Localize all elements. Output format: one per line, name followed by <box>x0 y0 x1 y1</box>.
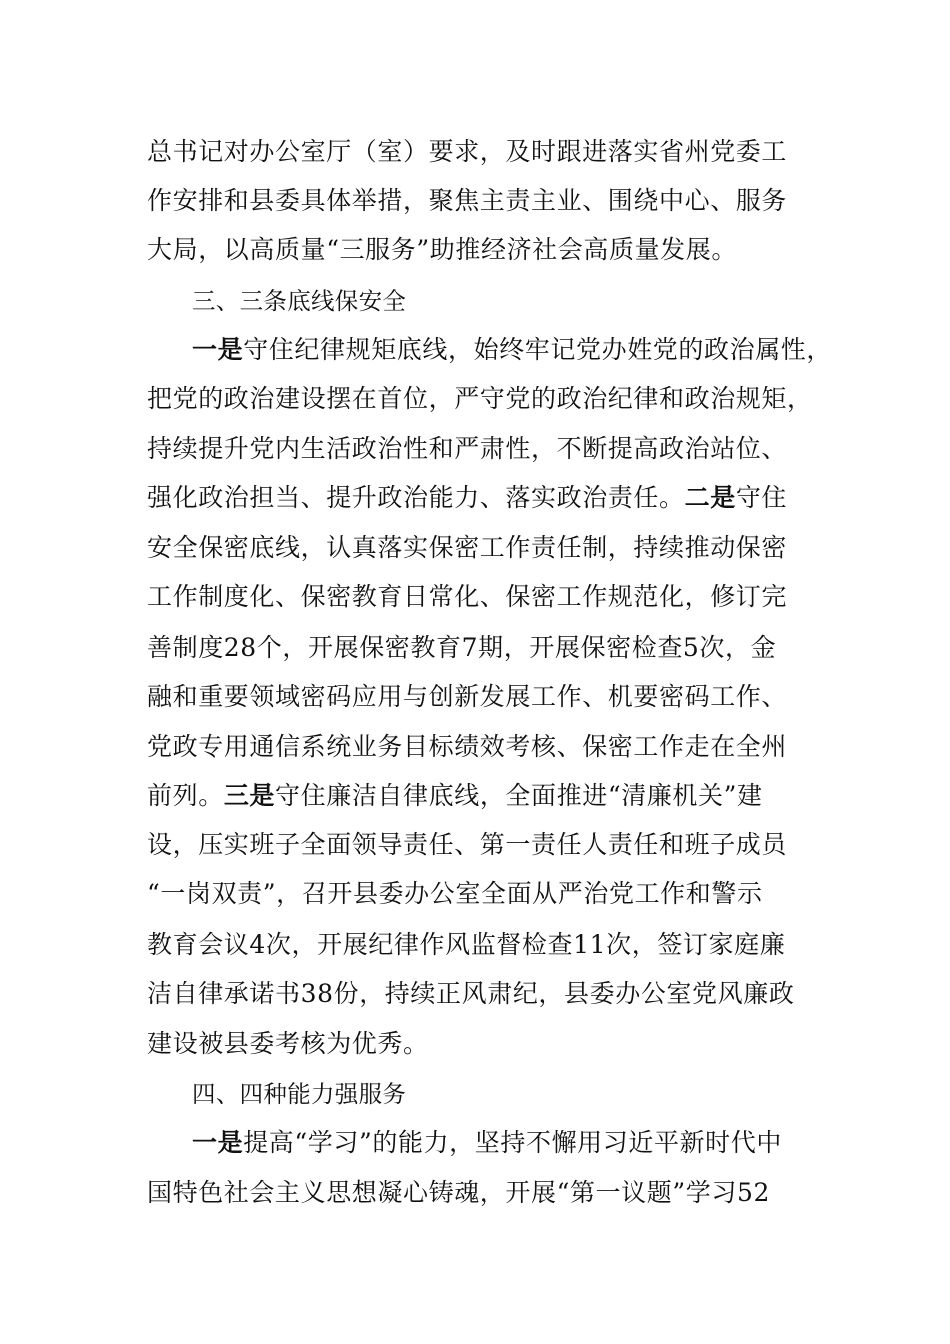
paragraph-line: 设，压实班子全面领导责任、第一责任人责任和班子成员 <box>147 830 788 859</box>
paragraph-line: 总书记对办公室厅（室）要求，及时跟进落实省州党委工 <box>147 137 788 166</box>
section-heading-4: 四、四种能力强服务 <box>192 1080 407 1108</box>
lead-term: 一是 <box>192 335 244 364</box>
paragraph-line: 教育会议4次，开展纪律作风监督检查11次，签订家庭廉 <box>147 930 786 959</box>
paragraph-line: 党政专用通信系统业务目标绩效考核、保密工作走在全州 <box>147 732 788 761</box>
paragraph-line: “一岗双责”，召开县委办公室全面从严治党工作和警示 <box>147 879 763 908</box>
line-text: 提高“学习”的能力，坚持不懈用习近平新时代中 <box>243 1128 782 1157</box>
line-text: 守住纪律规矩底线，始终牢记党办姓党的政治属性， <box>243 335 833 364</box>
paragraph-line <box>147 481 787 515</box>
section-heading-3: 三、三条底线保安全 <box>192 287 407 315</box>
paragraph-line <box>192 333 832 367</box>
paragraph-line <box>147 779 763 813</box>
paragraph-line: 工作制度化、保密教育日常化、保密工作规范化，修订完 <box>147 582 788 611</box>
lead-term: 三是 <box>223 781 276 810</box>
line-text: 守住 <box>735 483 788 512</box>
paragraph-line: 安全保密底线，认真落实保密工作责任制，持续推动保密 <box>147 533 788 562</box>
paragraph-line: 把党的政治建设摆在首位，严守党的政治纪律和政治规矩， <box>147 384 813 413</box>
paragraph-line: 建设被县委考核为优秀。 <box>147 1029 429 1058</box>
paragraph-line: 大局，以高质量“三服务”助推经济社会高质量发展。 <box>147 235 737 264</box>
paragraph-line <box>192 1126 782 1160</box>
paragraph-line: 善制度28个，开展保密教育7期，开展保密检查5次，金 <box>147 633 777 662</box>
line-text: 强化政治担当、提升政治能力、落实政治责任。 <box>147 483 685 512</box>
line-text: 守住廉洁自律底线，全面推进“清廉机关”建 <box>275 781 763 810</box>
lead-term: 二是 <box>684 483 736 512</box>
paragraph-line: 洁自律承诺书38份，持续正风肃纪，县委办公室党风廉政 <box>147 979 795 1008</box>
paragraph-line: 国特色社会主义思想凝心铸魂，开展“第一议题”学习52 <box>147 1178 770 1207</box>
paragraph-line: 融和重要领域密码应用与创新发展工作、机要密码工作、 <box>147 682 788 711</box>
line-text: 前列。 <box>147 781 224 810</box>
lead-term: 一是 <box>192 1128 244 1157</box>
paragraph-line: 持续提升党内生活政治性和严肃性，不断提高政治站位、 <box>147 434 788 463</box>
paragraph-line: 作安排和县委具体举措，聚焦主责主业、围绕中心、服务 <box>147 186 788 215</box>
